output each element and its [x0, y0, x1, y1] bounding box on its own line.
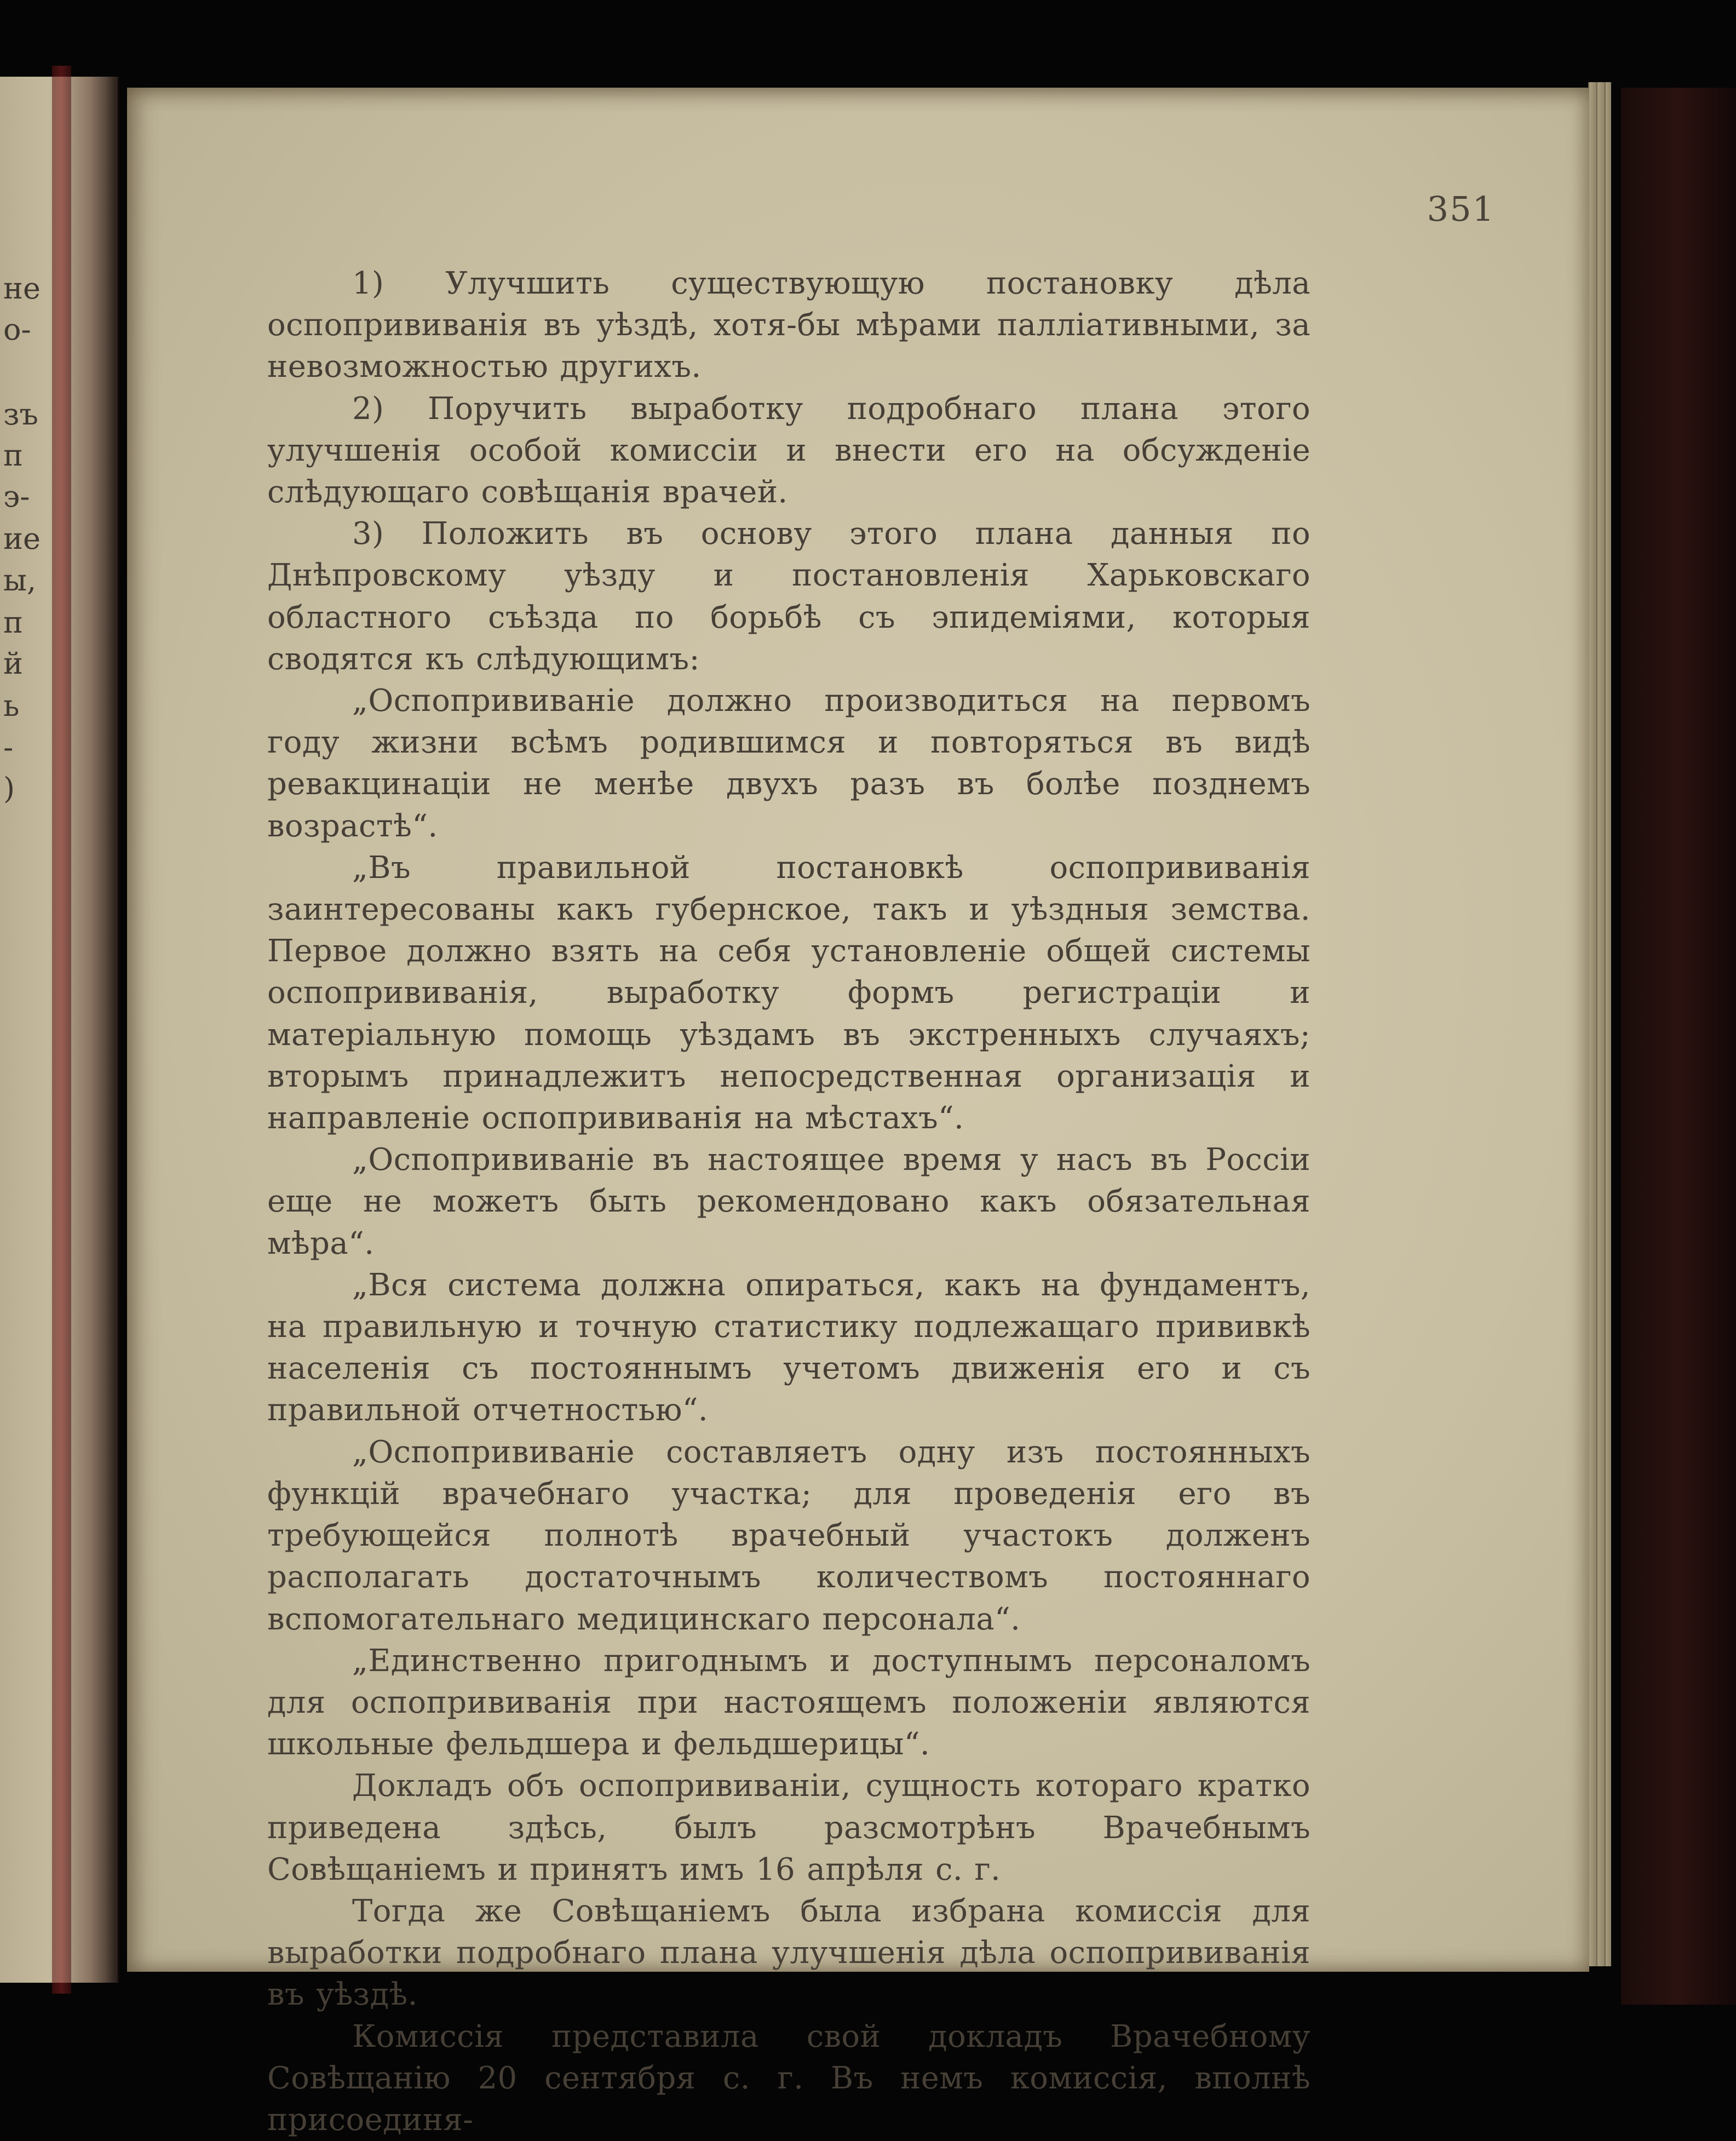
page-body-text — [267, 263, 1310, 2141]
quote-paragraph: „Вся система должна опираться, какъ на фундаментъ, на правильную и точную статистику подлежащаго прививкѣ населенія съ постояннымъ учетомъ движенія его и съ правильной отчетностью“. — [267, 1267, 1310, 1428]
paragraph: Тогда же Совѣщаніемъ была избрана комиссія для выработки подробнаго плана улучшенія дѣла оспопрививанія въ уѣздѣ. — [267, 1893, 1310, 2013]
book-cover-edge — [1621, 88, 1736, 2005]
left-fragment: ь — [3, 688, 20, 723]
paragraph: Докладъ объ оспопрививаніи, сущность котораго кратко приведена здѣсь, былъ разсмотрѣнъ Врачебнымъ Совѣщаніемъ и принятъ имъ 16 апрѣля с. г. — [267, 1768, 1310, 1887]
paragraph: 3) Положить въ основу этого плана данныя по Днѣпровскому уѣзду и постановленія Харьковскаго областного съѣзда по борьбѣ съ эпидеміями, которыя сводятся къ слѣдующимъ: — [267, 516, 1310, 677]
page-stack-edge — [1596, 82, 1605, 1966]
left-fragment: п — [3, 438, 23, 473]
left-fragment: ) — [3, 771, 15, 806]
page-number: 351 — [1427, 189, 1495, 229]
left-fragment: ие — [3, 521, 41, 556]
quote-paragraph: „Оспопрививаніе въ настоящее время у насъ въ Россіи еще не можетъ быть рекомендовано какъ обязательная мѣра“. — [267, 1142, 1310, 1261]
left-fragment: п — [3, 605, 23, 640]
paragraph: 2) Поручить выработку подробнаго плана этого улучшенія особой комиссіи и внести его на обсужденіе слѣдующаго совѣщанія врачей. — [267, 391, 1310, 510]
left-page-text-fragments — [0, 77, 60, 1983]
left-fragment: зъ — [3, 397, 38, 432]
quote-paragraph: „Оспопрививаніе должно производиться на первомъ году жизни всѣмъ родившимся и повторяться въ видѣ ревакцинаціи не менѣе двухъ разъ въ болѣе позднемъ возрастѣ“. — [267, 683, 1310, 844]
page-stack-edge — [1588, 82, 1597, 1966]
left-fragment: не — [3, 271, 41, 306]
left-fragment: о- — [3, 312, 31, 347]
quote-paragraph: „Единственно пригоднымъ и доступнымъ персоналомъ для оспопрививанія при настоящемъ положеніи являются школьные фельдшера и фельдшерицы“. — [267, 1643, 1310, 1763]
paragraph: 1) Улучшить существующую постановку дѣла оспопрививанія въ уѣздѣ, хотя-бы мѣрами палліативными, за невозможностью другихъ. — [267, 266, 1310, 385]
left-fragment: ы, — [3, 563, 37, 598]
quote-paragraph: „Въ правильной постановкѣ оспопрививанія заинтересованы какъ губернское, такъ и уѣздныя земства. Первое должно взять на себя установленіе общей системы оспопрививанія, выработку формъ регистраціи и матеріальную помощь уѣздамъ въ экстренныхъ случаяхъ; вторымъ принадлежитъ непосредственная организація и направленіе оспопрививанія на мѣстахъ“. — [267, 849, 1310, 1136]
left-fragment: э- — [3, 479, 30, 514]
left-fragment: й — [3, 646, 23, 681]
quote-paragraph: „Оспопрививаніе составляетъ одну изъ постоянныхъ функцій врачебнаго участка; для проведенія его въ требующейся полнотѣ врачебный участокъ долженъ располагать достаточнымъ количествомъ постояннаго вспомогательнаго медицинскаго персонала“. — [267, 1434, 1310, 1637]
paragraph: Комиссія представила свой докладъ Врачебному Совѣщанію 20 сентября с. г. Въ немъ комиссія, вполнѣ присоединя- — [267, 2018, 1310, 2138]
left-fragment: - — [3, 730, 14, 765]
page-stack-edge — [1605, 82, 1611, 1966]
